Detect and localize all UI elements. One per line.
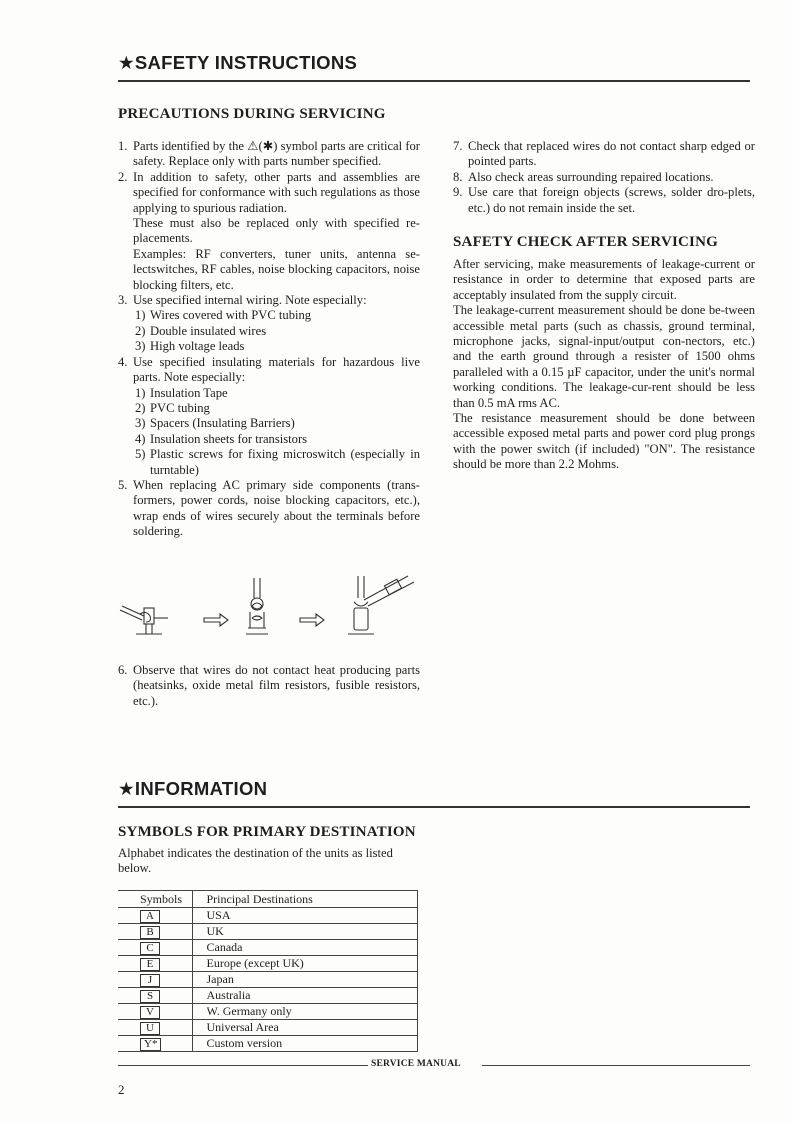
- table-row: [118, 940, 418, 956]
- paragraph: The leakage-current measurement should be done be-tween accessible metal parts (such as chassis, ground terminal, microphone jacks, signal-input/output con-nectors, etc.) and the earth ground through a resister of 1500 ohms paralleled with a 0.15 µF capacitor, under the unit's normal working conditions. The leakage-cur-rent should be less than 0.5 mA rms AC.: [453, 303, 755, 410]
- page-number: 2: [118, 1082, 125, 1097]
- sub-item: 3) High voltage leads: [135, 339, 245, 354]
- wire-wrapping-illustration: [118, 572, 438, 642]
- section-title: ★SAFETY INSTRUCTIONS: [118, 52, 358, 73]
- section-title: ★INFORMATION: [118, 778, 268, 799]
- arrow-right-icon: [204, 614, 228, 626]
- sub-item: 1) Insulation Tape: [135, 385, 228, 400]
- destination: Custom version: [192, 1036, 418, 1052]
- list-item: 4. Use specified insulating materials for hazardous live parts. Note especially:: [118, 354, 420, 385]
- table-row: [118, 956, 418, 972]
- list-item: 2. In addition to safety, other parts and assemblies are specified for conformance with such regulations as those applying to spurious radiation. These must also be replaced only with specified re-placements. Examples: RF converters, tuner units, antenna se-lectswitches, RF cables, noise blocking capacitors, noise blocking filters, etc.: [118, 169, 420, 292]
- terminal-before-wrap-icon: [120, 606, 168, 634]
- destination: Japan: [192, 972, 418, 988]
- list-item: 6. Observe that wires do not contact heat producing parts (heatsinks, oxide metal film resistors, fusible resistors, etc.).: [118, 663, 420, 708]
- list-item: 7. Check that replaced wires do not contact sharp edged or pointed parts.: [453, 139, 755, 169]
- symbol-code: V: [140, 1006, 160, 1019]
- symbol-code: S: [140, 990, 160, 1003]
- symbol-code: Y*: [140, 1038, 161, 1051]
- table-row: [118, 1020, 418, 1036]
- information-header: [118, 778, 750, 808]
- table-header: Symbols: [118, 891, 192, 908]
- destination: UK: [192, 924, 418, 940]
- symbols-title: SYMBOLS FOR PRIMARY DESTINATION: [118, 824, 416, 840]
- symbol-code: U: [140, 1022, 160, 1035]
- list-item: 3. Use specified internal wiring. Note especially:: [118, 293, 367, 308]
- destination: Canada: [192, 940, 418, 956]
- arrow-right-icon: [300, 614, 324, 626]
- sub-item: 5) Plastic screws for fixing microswitch (especially in turntable): [135, 447, 420, 477]
- safety-check-text: [453, 257, 755, 473]
- safety-check-title: SAFETY CHECK AFTER SERVICING: [453, 234, 718, 250]
- table-row: [118, 924, 418, 940]
- destination: Europe (except UK): [192, 956, 418, 972]
- sub-item: 4) Insulation sheets for transistors: [135, 431, 308, 446]
- destination: W. Germany only: [192, 1004, 418, 1020]
- symbol-code: C: [140, 942, 160, 955]
- terminal-wrapping-icon: [246, 578, 268, 634]
- sub-item: 2) Double insulated wires: [135, 323, 267, 338]
- list-item: 9. Use care that foreign objects (screws, solder dro-plets, etc.) do not remain inside the set.: [453, 185, 755, 215]
- table-row: [118, 972, 418, 988]
- precautions-title: PRECAUTIONS DURING SERVICING: [118, 106, 386, 122]
- list-item: 5. When replacing AC primary side components (trans-formers, power cords, noise blocking capacitors, etc.), wrap ends of wires securely about the terminals before soldering.: [118, 477, 420, 539]
- table-header-row: [118, 891, 418, 908]
- table-row: [118, 908, 418, 924]
- sub-item: 1) Wires covered with PVC tubing: [135, 308, 312, 323]
- destination: Universal Area: [192, 1020, 418, 1036]
- paragraph: After servicing, make measurements of leakage-current or resistance in order to determine that exposed parts are acceptably insulated from the supply circuit.: [453, 257, 755, 302]
- precautions-left-column: [118, 139, 420, 540]
- item-6-block: [118, 663, 420, 709]
- precautions-right-column: [453, 139, 755, 216]
- table-row: [118, 988, 418, 1004]
- terminal-soldering-icon: [348, 576, 414, 634]
- symbol-code: B: [140, 926, 160, 939]
- paragraph: The resistance measurement should be done between accessible exposed metal parts and power cord plug prongs with the power switch (if included) "ON". The resistance should be more than 2.2 Mohms.: [453, 411, 755, 472]
- footer-rule-right: [482, 1065, 750, 1066]
- sub-item: 3) Spacers (Insulating Barriers): [135, 416, 295, 431]
- symbol-code: E: [140, 958, 160, 971]
- symbol-code: J: [140, 974, 160, 987]
- footer-rule-left: [118, 1065, 368, 1066]
- table-row: [118, 1004, 418, 1020]
- footer-label: SERVICE MANUAL: [371, 1059, 461, 1069]
- destination: USA: [192, 908, 418, 924]
- symbol-code: A: [140, 910, 160, 923]
- list-item: 8. Also check areas surrounding repaired locations.: [453, 169, 714, 184]
- symbols-intro: Alphabet indicates the destination of the units as listed below.: [118, 846, 393, 876]
- destination-table: [118, 890, 418, 1052]
- table-header: Principal Destinations: [192, 891, 418, 908]
- destination: Australia: [192, 988, 418, 1004]
- list-item: 1. Parts identified by the ⚠(✱) symbol parts are critical for safety. Replace only with parts number specified.: [118, 139, 420, 169]
- safety-instructions-header: [118, 52, 750, 82]
- table-row: [118, 1036, 418, 1052]
- sub-item: 2) PVC tubing: [135, 400, 210, 415]
